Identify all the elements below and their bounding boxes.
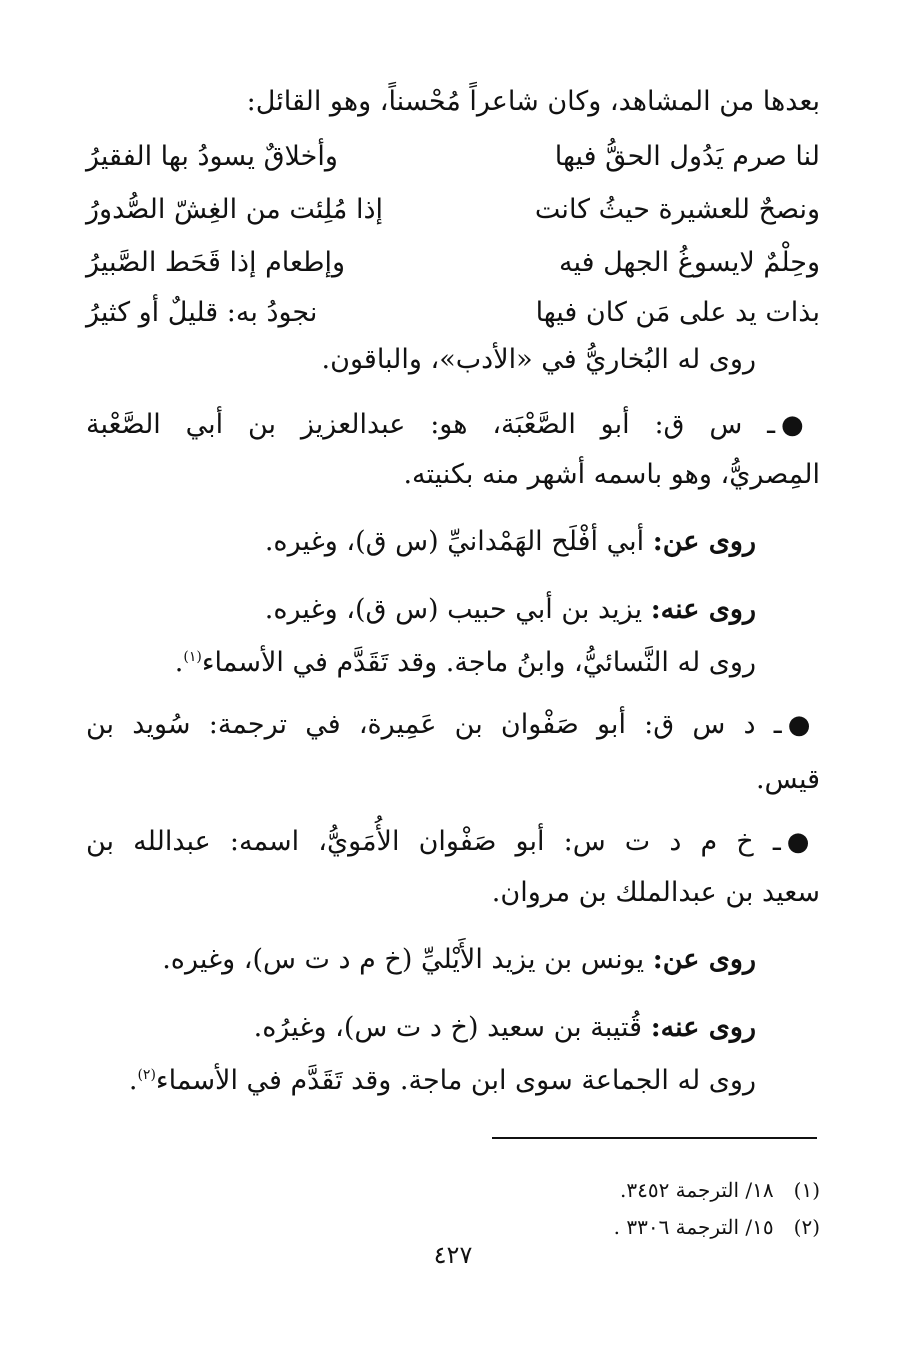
narrated-from-text: يونس بن يزيد الأَيْليِّ (خ م د ت س)، وغيره. (162, 944, 645, 975)
narrated-from-text: أبي أفْلَح الهَمْدانيِّ (س ق)، وغيره. (264, 526, 645, 557)
full-stop: . (174, 647, 184, 678)
narration-text: روى له النَّسائيُّ، وابنُ ماجة. وقد تَقَدَّم في الأسماء (201, 647, 756, 678)
footnote-number: (٢) (793, 1215, 820, 1239)
verse-second-half: وأخلاقٌ يسودُ بها الفقيرُ (86, 141, 338, 172)
bullet-icon: ● (787, 710, 821, 740)
narrated-by-text: يزيد بن أبي حبيب (س ق)، وغيره. (264, 594, 643, 625)
narrated-by-text: قُتيبة بن سعيد (خ د ت س)، وغيرُه. (253, 1012, 643, 1043)
entry-continuation: المِصريُّ، وهو باسمه أشهر منه بكنيته. (403, 459, 820, 490)
narrated-by-label: روى عنه: (650, 594, 756, 625)
poem-verse (86, 190, 820, 230)
entry-heading (86, 705, 820, 745)
entry-text: ـ س ق: أبو الصَّعْبَة، هو: عبدالعزيز بن أبي الصَّعْبة (86, 409, 776, 440)
narrated-by-line (265, 590, 756, 630)
entry-continuation: قيس. (755, 764, 820, 795)
entry-text: ـ د س ق: أبو صَفْوان بن عَمِيرة، في ترجمة: سُويد بن (86, 709, 782, 740)
narrated-from-label: روى عن: (652, 526, 756, 557)
verse-first-half: وحِلْمٌ لايسوغُ الجهل فيه (558, 247, 820, 278)
bullet-icon: ● (786, 827, 820, 857)
full-stop: . (128, 1065, 138, 1096)
footnote-text: ١٥/ الترجمة ٣٣٠٦ . (613, 1215, 774, 1239)
narrated-from-label: روى عن: (652, 944, 756, 975)
intro-line: بعدها من المشاهد، وكان شاعراً مُحْسناً، وهو القائل: (246, 86, 820, 117)
poem-verse (86, 243, 820, 283)
narration-line: روى له البُخاريُّ في «الأدب»، والباقون. (321, 344, 756, 375)
footnote-divider (492, 1137, 817, 1139)
verse-first-half: لنا صرم يَدُول الحقُّ فيها (554, 141, 820, 172)
verse-second-half: نجودُ به: قليلٌ أو كثيرُ (86, 297, 318, 328)
poem-verse (86, 293, 820, 333)
narrated-from-line (265, 522, 756, 562)
footnote-number: (١) (793, 1178, 820, 1202)
footnote-ref: (١) (183, 649, 202, 665)
footnote (620, 1175, 820, 1205)
page-number: ٤٢٧ (433, 1241, 473, 1269)
footnote-ref: (٢) (137, 1067, 156, 1083)
verse-second-half: وإطعام إذا قَحَط الصَّبيرُ (86, 247, 346, 278)
narrated-by-label: روى عنه: (650, 1012, 756, 1043)
bullet-icon: ● (781, 410, 820, 440)
entry-continuation: سعيد بن عبدالملك بن مروان. (491, 877, 820, 908)
narrated-from-line (162, 940, 756, 980)
narration-line (129, 1055, 756, 1101)
entry-heading (86, 822, 820, 862)
narration-line (175, 637, 756, 683)
narrated-by-line (254, 1008, 756, 1048)
verse-first-half: ونصحٌ للعشيرة حيثُ كانت (534, 194, 820, 225)
verse-first-half: بذات يد على مَن كان فيها (535, 297, 820, 328)
footnote-text: ١٨/ الترجمة ٣٤٥٢. (619, 1178, 774, 1202)
verse-second-half: إذا مُلِئت من الغِشّ الصُّدورُ (86, 194, 383, 225)
narration-text: روى له الجماعة سوى ابن ماجة. وقد تَقَدَّم في الأسماء (155, 1065, 756, 1096)
poem-verse (86, 137, 820, 177)
entry-text: ـ خ م د ت س: أبو صَفْوان الأُمَويُّ، اسمه: عبدالله بن (86, 826, 781, 857)
entry-heading (86, 405, 820, 445)
